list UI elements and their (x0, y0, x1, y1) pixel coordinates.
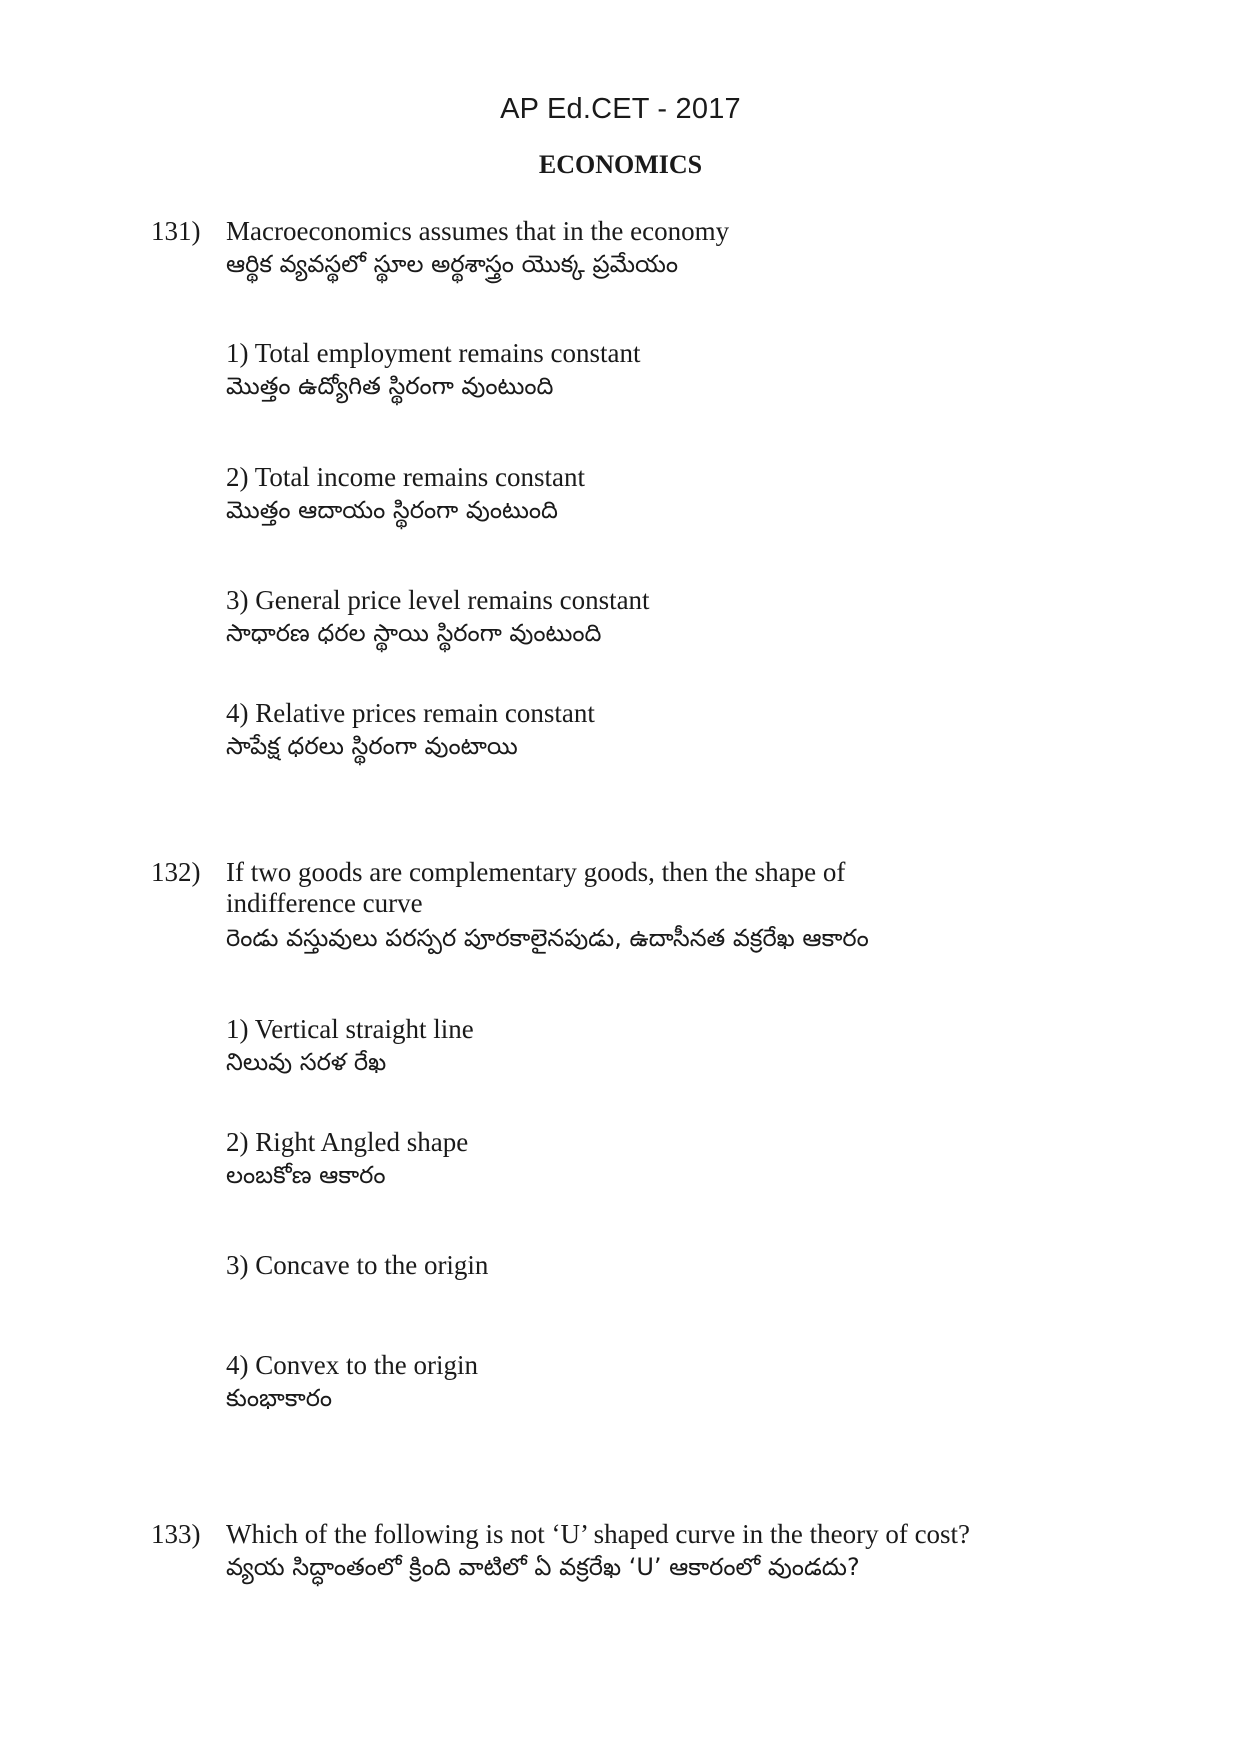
q131-option-3-en: 3) General price level remains constant (226, 585, 650, 615)
question-132-number: 132) (151, 857, 201, 887)
subject-title: ECONOMICS (538, 150, 703, 179)
q132-option-4-en: 4) Convex to the origin (226, 1350, 478, 1380)
question-131-text-en: Macroeconomics assumes that in the economy (226, 216, 730, 246)
q132-option-1-te: నిలువు సరళ రేఖ (226, 1048, 387, 1076)
q131-option-3-te: సాధారణ ధరల స్థాయి స్థిరంగా వుంటుంది (226, 619, 602, 647)
q132-option-4-te: కుంభాకారం (226, 1384, 333, 1412)
question-132-text-en-line2: indifference curve (226, 888, 423, 918)
q131-option-2-en: 2) Total income remains constant (226, 462, 586, 492)
question-133-number: 133) (151, 1519, 201, 1549)
question-131-number: 131) (151, 216, 201, 246)
q132-option-2-te: లంబకోణ ఆకారం (226, 1161, 386, 1189)
q131-option-4-en: 4) Relative prices remain constant (226, 698, 595, 728)
q132-option-1-en: 1) Vertical straight line (226, 1014, 474, 1044)
question-132-text-en-line1: If two goods are complementary goods, then the shape of (226, 857, 846, 887)
question-133-text-te: వ్యయ సిద్ధాంతంలో క్రింది వాటిలో ఏ వక్రరేఖ ‘U’ ఆకారంలో వుండదు? (226, 1553, 860, 1581)
q131-option-1-te: మొత్తం ఉద్యోగిత స్థిరంగా వుంటుంది (226, 372, 554, 400)
q132-option-2-en: 2) Right Angled shape (226, 1127, 469, 1157)
q131-option-4-te: సాపేక్ష ధరలు స్థిరంగా వుంటాయి (226, 732, 518, 760)
q132-option-3-en: 3) Concave to the origin (226, 1250, 489, 1280)
q131-option-1-en: 1) Total employment remains constant (226, 338, 641, 368)
question-131-text-te: ఆర్థిక వ్యవస్థలో స్థూల అర్థశాస్త్రం యొక్క ప్రమేయం (226, 250, 678, 278)
question-133-text-en: Which of the following is not ‘U’ shaped curve in the theory of cost? (226, 1519, 971, 1549)
question-132-text-te: రెండు వస్తువులు పరస్పర పూరకాలైనపుడు, ఉదాసీనత వక్రరేఖ ఆకారం (226, 924, 869, 952)
exam-title: AP Ed.CET - 2017 (500, 93, 741, 125)
q131-option-2-te: మొత్తం ఆదాయం స్థిరంగా వుంటుంది (226, 496, 558, 524)
